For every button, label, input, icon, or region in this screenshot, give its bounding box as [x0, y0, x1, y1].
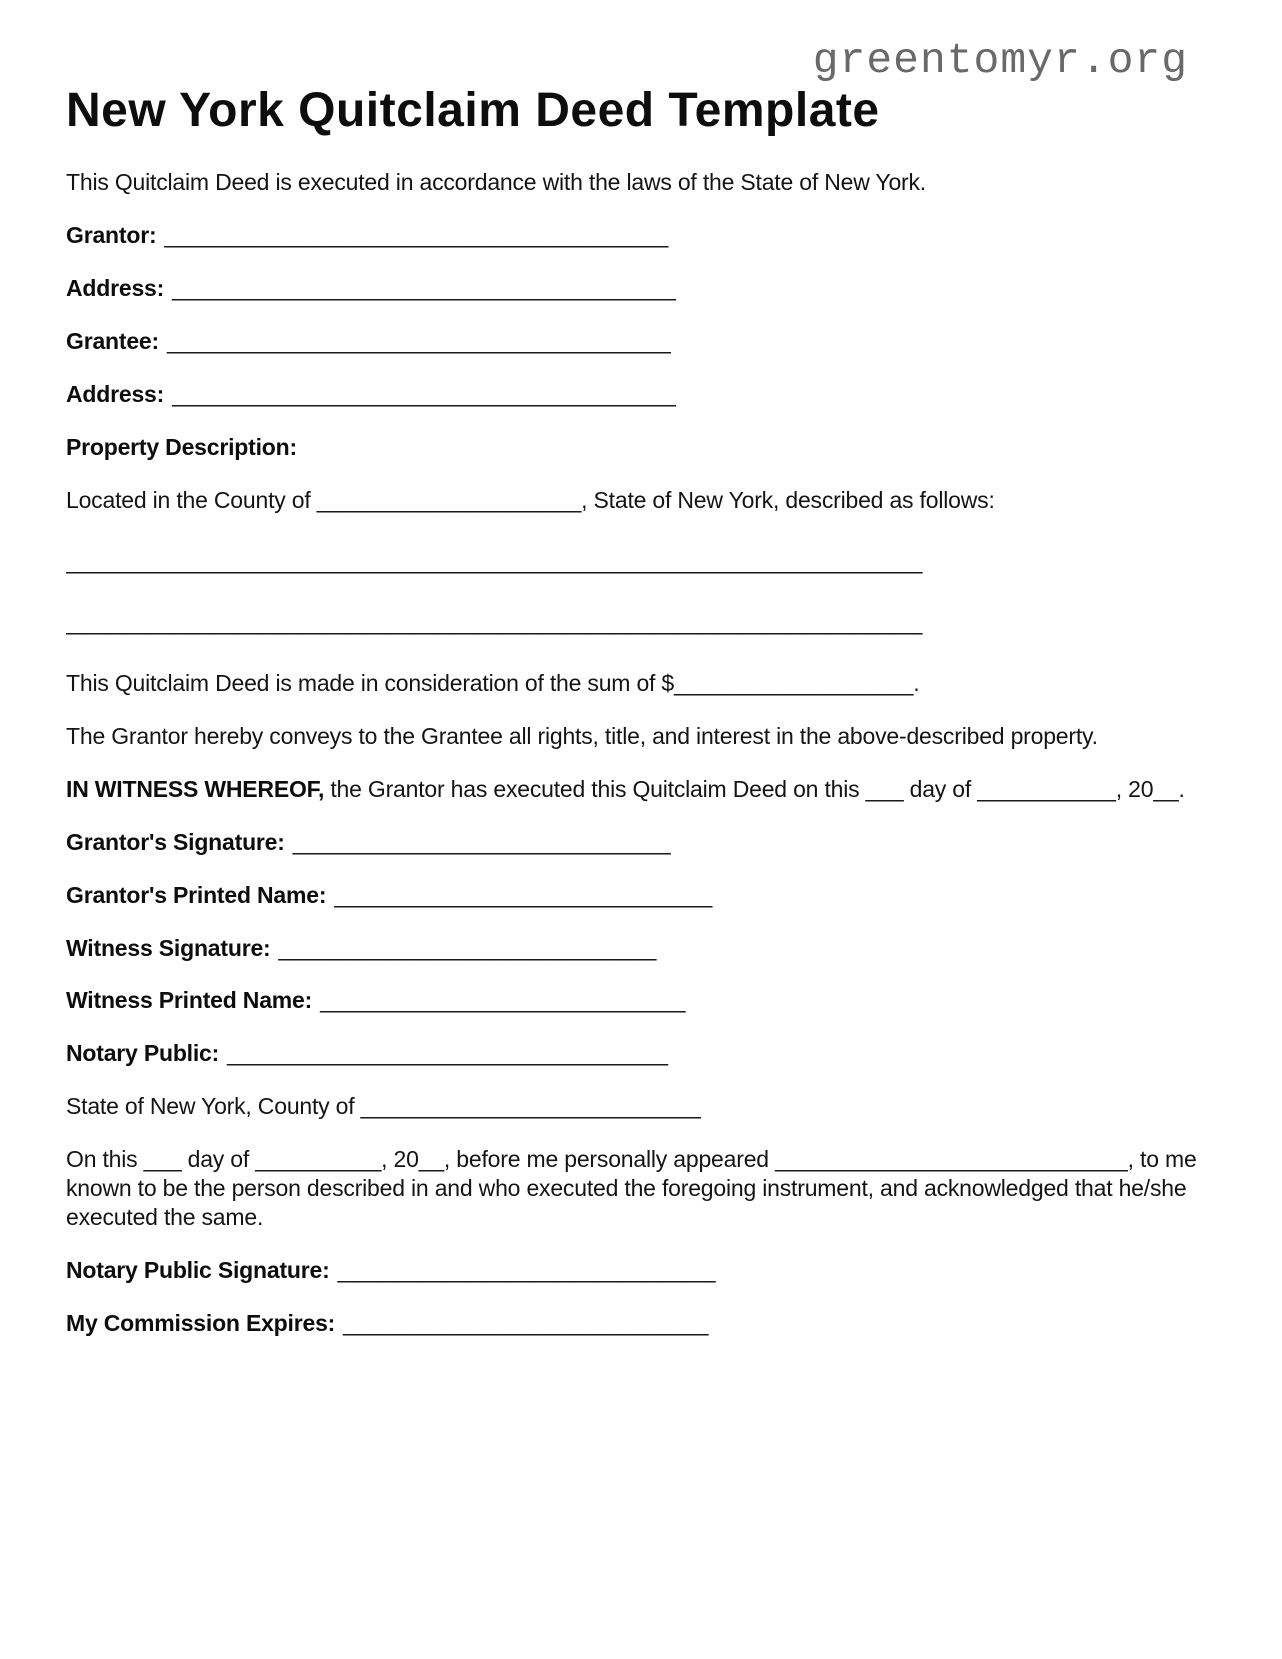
- notary-county-blank-line: ___________________________: [360, 1093, 701, 1120]
- grantee-address-blank-line: ________________________________________: [172, 380, 676, 407]
- grantor-address-field: [66, 274, 1216, 303]
- notary-public-label: Notary Public:: [66, 1040, 220, 1067]
- property-location-prefix: Located in the County of: [66, 486, 317, 513]
- description-blank-line-1: ____________________________________________________________________: [66, 547, 923, 574]
- notary-signature-blank-line: ______________________________: [337, 1257, 716, 1284]
- notary-signature-label: Notary Public Signature:: [66, 1257, 330, 1284]
- property-location-line: [66, 486, 1216, 515]
- watermark: greentomyr.org: [812, 36, 1188, 85]
- conveyance-paragraph: The Grantor hereby conveys to the Grantee all rights, title, and interest in the above-described property.: [66, 722, 1098, 749]
- grantee-blank-line: ________________________________________: [166, 327, 671, 354]
- grantor-printed-name-label: Grantor's Printed Name:: [66, 881, 327, 908]
- county-blank-line: _____________________: [316, 486, 582, 513]
- notary-state-prefix: State of New York, County of: [66, 1093, 361, 1120]
- page-title: New York Quitclaim Deed Template: [66, 84, 880, 138]
- grantor-signature-field: [66, 828, 1216, 857]
- commission-expires-field: [66, 1309, 1216, 1338]
- consideration-prefix: This Quitclaim Deed is made in consideration of the sum of $: [66, 669, 675, 696]
- grantee-label: Grantee:: [66, 327, 159, 354]
- notary-acknowledgment-paragraph: On this ___ day of __________, 20__, before me personally appeared ____________________________, to me known to be the person described in and who executed the foregoing instrument, and acknowledged that he/she executed the same.: [66, 1146, 1197, 1231]
- witness-signature-field: [66, 934, 1216, 963]
- witness-clause-text: the Grantor has executed this Quitclaim Deed on this ___ day of ___________, 20__.: [324, 775, 1185, 802]
- witness-printed-name-blank-line: _____________________________: [320, 987, 686, 1014]
- grantor-signature-label: Grantor's Signature:: [66, 828, 285, 855]
- grantor-field: [66, 221, 1216, 250]
- grantor-blank-line: ________________________________________: [164, 221, 669, 248]
- description-blank-line-2: ____________________________________________________________________: [66, 608, 923, 635]
- witness-signature-blank-line: ______________________________: [278, 934, 657, 961]
- notary-public-field: [66, 1039, 1216, 1068]
- grantee-field: [66, 327, 1216, 356]
- consideration-line: [66, 669, 1216, 698]
- property-location-suffix: , State of New York, described as follows:: [581, 486, 995, 513]
- grantee-address-field: [66, 380, 1216, 409]
- notary-public-blank-line: ___________________________________: [227, 1040, 668, 1067]
- commission-expires-label: My Commission Expires:: [66, 1310, 336, 1337]
- grantor-address-blank-line: ________________________________________: [172, 274, 676, 301]
- witness-clause-bold: IN WITNESS WHEREOF,: [66, 775, 325, 802]
- grantor-address-label: Address:: [66, 274, 165, 301]
- commission-expires-blank-line: _____________________________: [343, 1310, 709, 1337]
- witness-signature-label: Witness Signature:: [66, 934, 271, 961]
- witness-printed-name-label: Witness Printed Name:: [66, 987, 313, 1014]
- witness-clause: [66, 775, 1216, 804]
- notary-state-line: [66, 1092, 1216, 1121]
- intro-paragraph: This Quitclaim Deed is executed in accordance with the laws of the State of New York.: [66, 168, 926, 195]
- witness-printed-name-field: [66, 986, 1216, 1015]
- grantor-label: Grantor:: [66, 221, 157, 248]
- property-description-heading: Property Description:: [66, 433, 297, 460]
- notary-signature-field: [66, 1256, 1216, 1285]
- grantor-printed-name-field: [66, 881, 1216, 910]
- grantor-printed-name-blank-line: ______________________________: [334, 881, 713, 908]
- grantee-address-label: Address:: [66, 380, 165, 407]
- consideration-amount-blank-line: ___________________: [674, 669, 914, 696]
- grantor-signature-blank-line: ______________________________: [292, 828, 671, 855]
- consideration-suffix: .: [913, 669, 920, 696]
